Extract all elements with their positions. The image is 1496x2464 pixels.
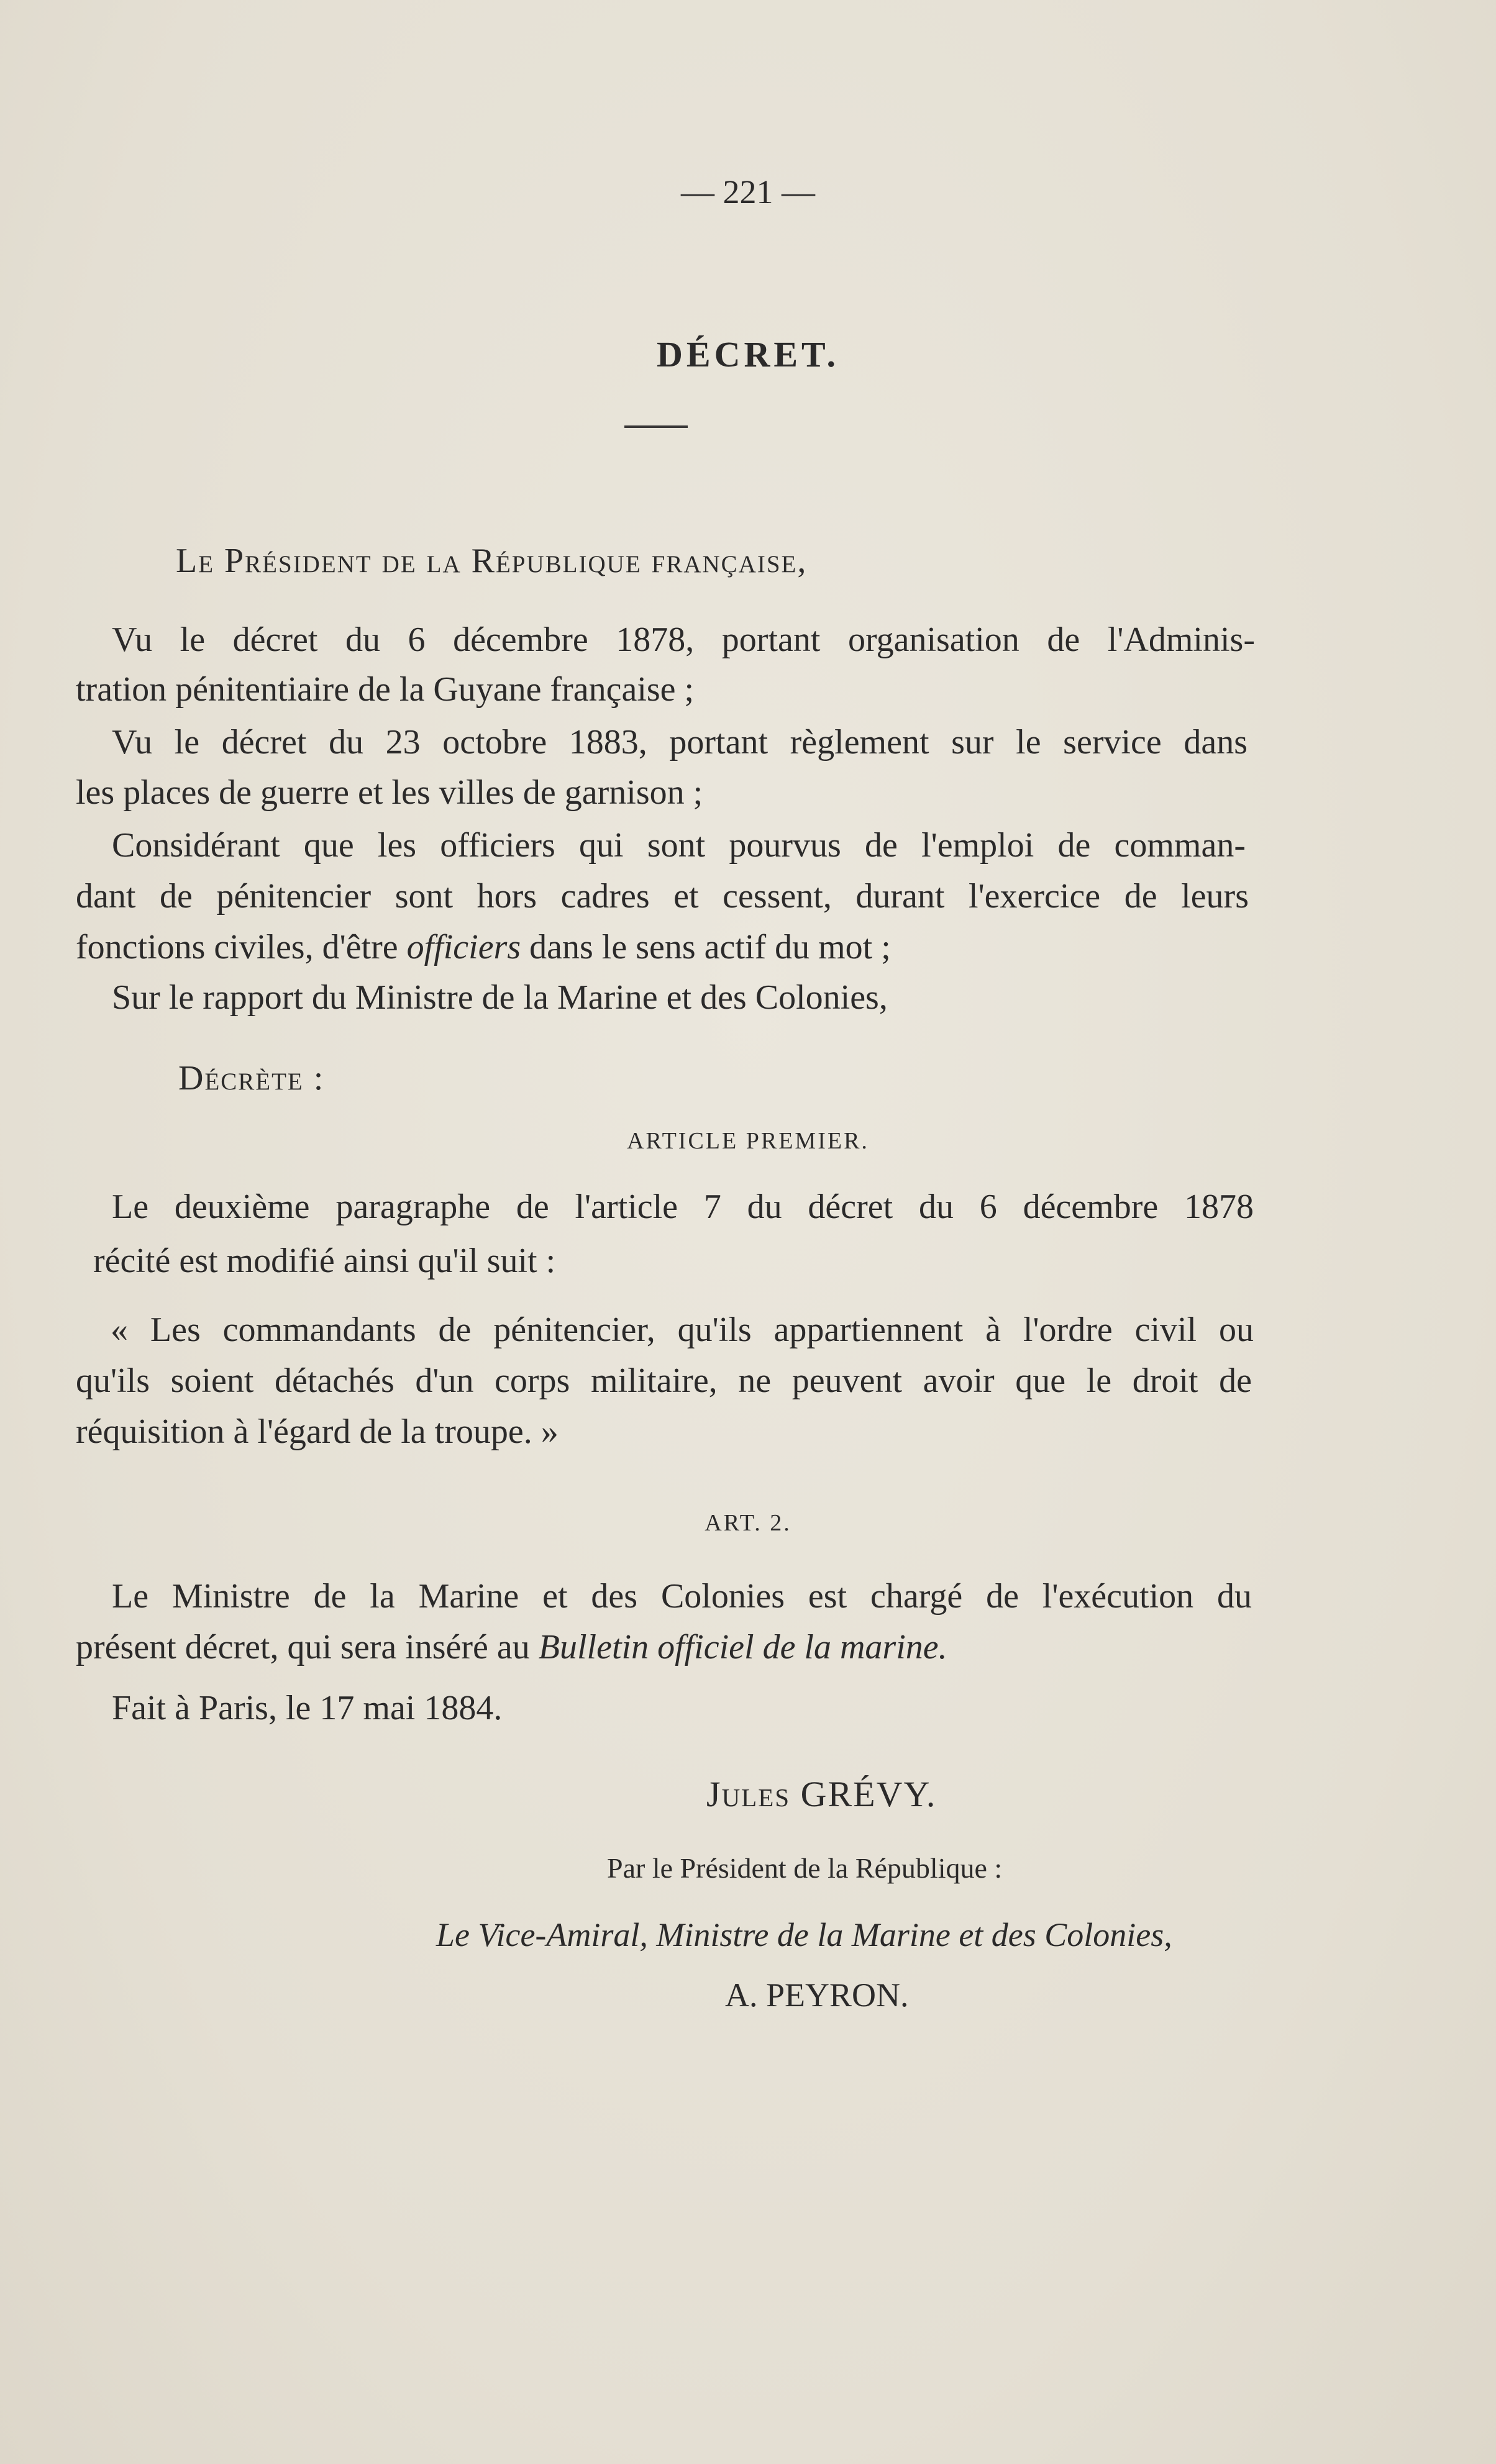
paragraph-3-text-c: dans le sens actif du mot ; (521, 928, 891, 966)
article-2-bulletin-title: Bulletin officiel de la marine. (538, 1628, 947, 1666)
page-number: — 221 — (681, 173, 815, 211)
title-divider (624, 425, 688, 428)
article-2-line-3: Fait à Paris, le 17 mai 1884. (112, 1689, 503, 1727)
article-1-line-1: Le deuxième paragraphe de l'article 7 du décret du 6 décembre 1878 (112, 1188, 1254, 1226)
paragraph-2-line-2: les places de guerre et les villes de garnison ; (76, 773, 703, 812)
article-2-heading: ART. 2. (705, 1510, 791, 1536)
paragraph-1-line-1: Vu le décret du 6 décembre 1878, portant organisation de l'Adminis- (112, 621, 1255, 659)
paragraph-2-line-1: Vu le décret du 23 octobre 1883, portant règlement sur le service dans (112, 723, 1247, 761)
paragraph-3-line-2: dant de pénitencier sont hors cadres et cessent, durant l'exercice de leurs (76, 877, 1249, 916)
decrete-heading: Décrète : (178, 1059, 325, 1098)
paragraph-3-line-1: Considérant que les officiers qui sont pourvus de l'emploi de comman- (112, 826, 1246, 865)
signature-president: Jules GRÉVY. (706, 1774, 937, 1814)
article-1-quote-line-1: « Les commandants de pénitencier, qu'ils appartiennent à l'ordre civil ou (111, 1311, 1254, 1349)
article-2-text-a: présent décret, qui sera inséré au (76, 1628, 539, 1666)
signature-minister-name: A. PEYRON. (725, 1976, 909, 2014)
paragraph-3-text-a: fonctions civiles, d'être (76, 928, 407, 966)
article-2-line-1: Le Ministre de la Marine et des Colonies est chargé de l'exécution du (112, 1577, 1252, 1616)
paragraph-3-line-3 (76, 930, 891, 965)
signature-minister-title: Le Vice-Amiral, Ministre de la Marine et des Colonies, (436, 1916, 1172, 1953)
president-line: Le Président de la République française, (176, 542, 808, 580)
article-1-line-2: récité est modifié ainsi qu'il suit : (93, 1242, 556, 1280)
signature-by-line: Par le Président de la République : (607, 1852, 1003, 1884)
article-2-line-2 (76, 1630, 947, 1665)
paragraph-4-line-1: Sur le rapport du Ministre de la Marine et des Colonies, (112, 978, 888, 1017)
paragraph-3-italic-officiers: officiers (406, 928, 521, 966)
article-1-heading: ARTICLE PREMIER. (627, 1128, 869, 1154)
article-1-quote-line-2: qu'ils soient détachés d'un corps militaire, ne peuvent avoir que le droit de (76, 1362, 1252, 1400)
paragraph-1-line-2: tration pénitentiaire de la Guyane française ; (76, 670, 695, 709)
page-title: DÉCRET. (657, 334, 839, 375)
article-1-quote-line-3: réquisition à l'égard de la troupe. » (76, 1412, 559, 1451)
